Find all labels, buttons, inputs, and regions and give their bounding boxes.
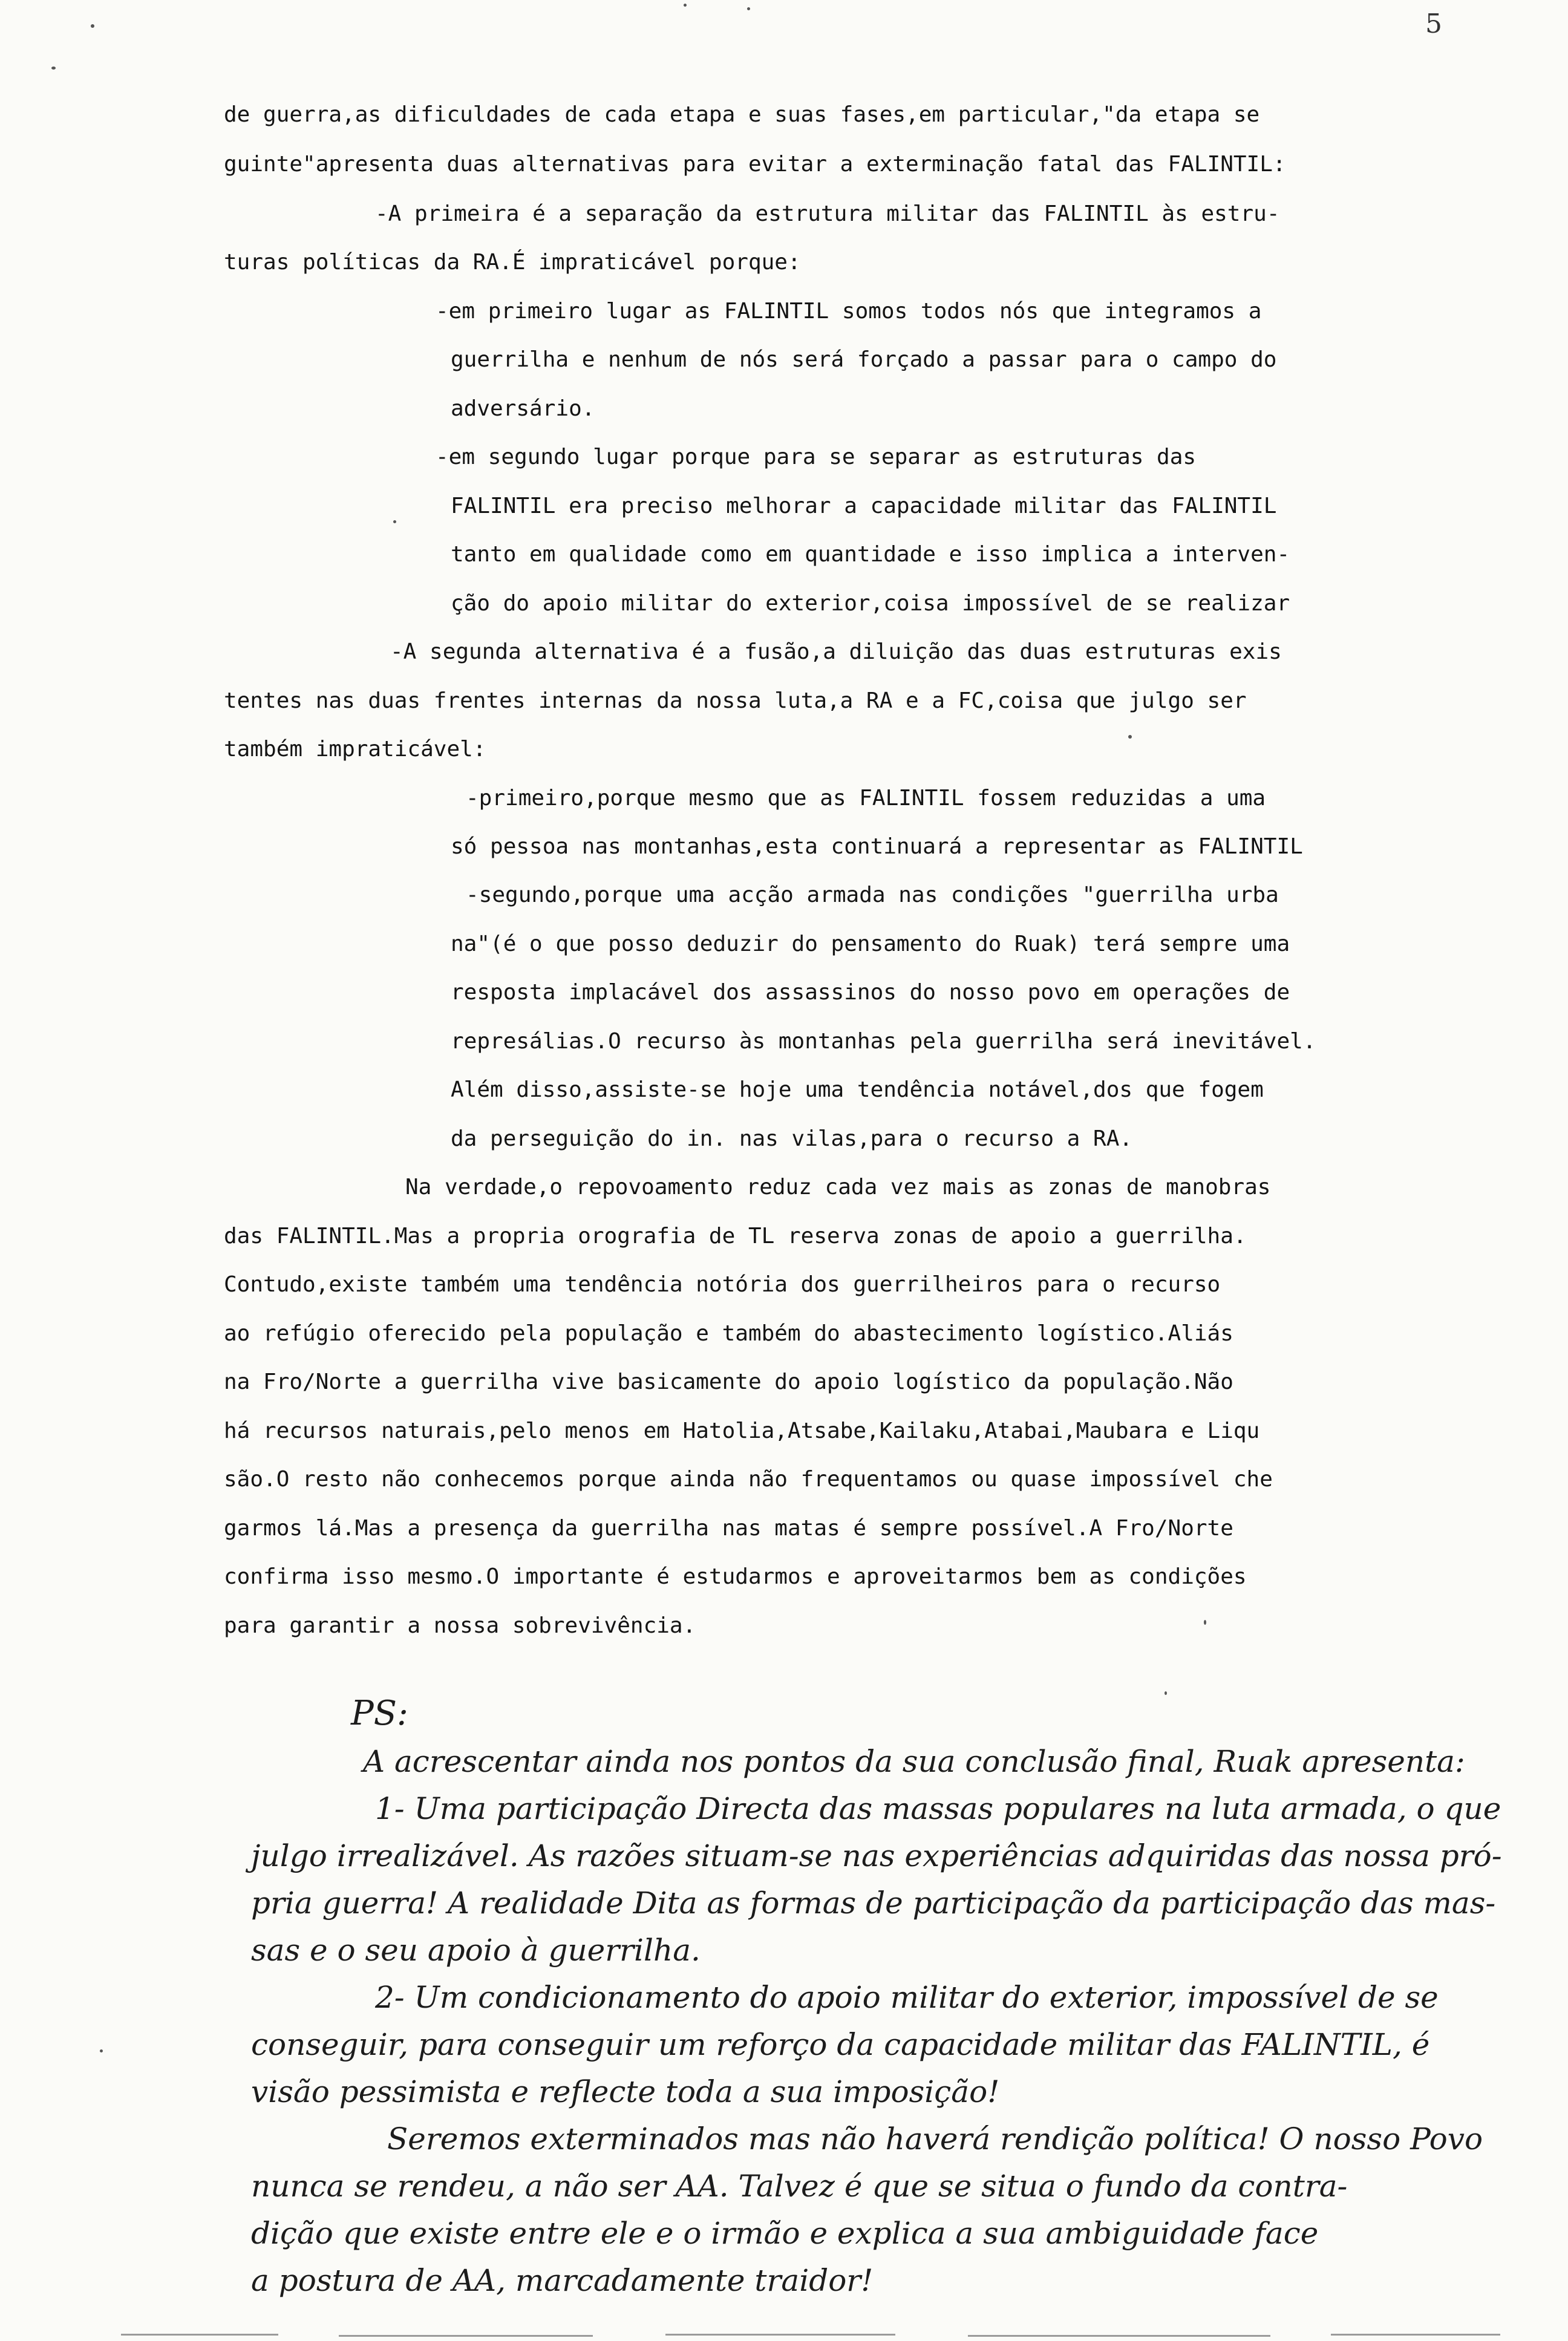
- handwritten-line: visão pessimista e reflecte toda a sua imposição!: [251, 2074, 1000, 2109]
- typed-line: FALINTIL era preciso melhorar a capacidade militar das FALINTIL: [451, 494, 1277, 518]
- typed-line: tentes nas duas frentes internas da nossa luta,a RA e a FC,coisa que julgo ser: [224, 688, 1247, 713]
- typed-line: também impraticável:: [224, 737, 486, 762]
- handwritten-line: dição que existe entre ele e o irmão e explica a sua ambiguidade face: [251, 2216, 1319, 2251]
- scan-edge: [339, 2335, 593, 2337]
- scan-speck: [100, 2049, 103, 2052]
- typed-line: na Fro/Norte a guerrilha vive basicamente do apoio logístico da população.Não: [224, 1370, 1233, 1394]
- scan-speck: [91, 24, 94, 28]
- typed-line: guinte"apresenta duas alternativas para evitar a exterminação fatal das FALINTIL:: [224, 152, 1286, 177]
- postscript-label: PS:: [351, 1694, 408, 1733]
- typed-line: há recursos naturais,pelo menos em Hatolia,Atsabe,Kailaku,Atabai,Maubara e Liqu: [224, 1419, 1260, 1443]
- typed-line: ao refúgio oferecido pela população e também do abastecimento logístico.Aliás: [224, 1321, 1233, 1346]
- typed-line: só pessoa nas montanhas,esta continuará a representar as FALINTIL: [451, 834, 1303, 859]
- typed-line: garmos lá.Mas a presença da guerrilha nas matas é sempre possível.A Fro/Norte: [224, 1516, 1233, 1541]
- typed-line: turas políticas da RA.É impraticável porque:: [224, 250, 801, 275]
- typed-line: guerrilha e nenhum de nós será forçado a passar para o campo do: [451, 347, 1277, 372]
- scan-speck: [747, 7, 750, 10]
- handwritten-line: 2- Um condicionamento do apoio militar do exterior, impossível de se: [375, 1980, 1439, 2015]
- scan-speck: [393, 520, 396, 523]
- typed-line: -A segunda alternativa é a fusão,a diluição das duas estruturas exis: [390, 639, 1282, 664]
- typed-line: -primeiro,porque mesmo que as FALINTIL fossem reduzidas a uma: [466, 786, 1266, 811]
- typed-line: -em segundo lugar porque para se separar as estruturas das: [436, 445, 1197, 469]
- handwritten-line: A acrescentar ainda nos pontos da sua conclusão final, Ruak apresenta:: [363, 1744, 1465, 1779]
- typed-line: de guerra,as dificuldades de cada etapa e suas fases,em particular,"da etapa se: [224, 102, 1260, 127]
- handwritten-line: julgo irrealizável. As razões situam-se nas experiências adquiridas das nossa pró-: [251, 1838, 1502, 1873]
- scan-speck: [51, 67, 56, 70]
- typed-line: das FALINTIL.Mas a propria orografia de TL reserva zonas de apoio a guerrilha.: [224, 1224, 1247, 1249]
- typed-line: Contudo,existe também uma tendência notória dos guerrilheiros para o recurso: [224, 1272, 1221, 1297]
- typed-line: -em primeiro lugar as FALINTIL somos todos nós que integramos a: [436, 299, 1262, 324]
- typed-line: represálias.O recurso às montanhas pela guerrilha será inevitável.: [451, 1029, 1316, 1054]
- handwritten-line: conseguir, para conseguir um reforço da capacidade militar das FALINTIL, é: [251, 2027, 1430, 2062]
- typed-line: são.O resto não conhecemos porque ainda não frequentamos ou quase impossível che: [224, 1467, 1273, 1492]
- typed-line: adversário.: [451, 396, 595, 421]
- typed-line: -A primeira é a separação da estrutura militar das FALINTIL às estru-: [375, 201, 1280, 226]
- handwritten-line: nunca se rendeu, a não ser AA. Talvez é que se situa o fundo da contra-: [251, 2169, 1348, 2204]
- handwritten-line: Seremos exterminados mas não haverá rendição política! O nosso Povo: [387, 2121, 1483, 2157]
- typed-line: para garantir a nossa sobrevivência.: [224, 1613, 696, 1638]
- handwritten-line: pria guerra! A realidade Dita as formas de participação da participação das mas-: [251, 1886, 1496, 1921]
- typed-line: da perseguição do in. nas vilas,para o recurso a RA.: [451, 1126, 1133, 1151]
- scan-edge: [1331, 2334, 1500, 2336]
- typed-line: ção do apoio militar do exterior,coisa impossível de se realizar: [451, 591, 1290, 616]
- handwritten-line: sas e o seu apoio à guerrilha.: [251, 1933, 701, 1968]
- scan-speck: [1165, 1691, 1167, 1695]
- scan-speck: [1128, 735, 1132, 739]
- handwritten-line: a postura de AA, marcadamente traidor!: [251, 2263, 874, 2298]
- typed-line: Além disso,assiste-se hoje uma tendência notável,dos que fogem: [451, 1077, 1264, 1102]
- typed-line: na"(é o que posso deduzir do pensamento do Ruak) terá sempre uma: [451, 932, 1290, 956]
- scan-edge: [121, 2334, 278, 2336]
- typed-line: resposta implacável dos assassinos do nosso povo em operações de: [451, 980, 1290, 1005]
- scan-speck: [684, 4, 687, 7]
- scan-speck: [1204, 1620, 1206, 1625]
- scan-edge: [665, 2334, 895, 2336]
- typed-line: confirma isso mesmo.O importante é estudarmos e aproveitarmos bem as condições: [224, 1564, 1247, 1589]
- handwritten-line: 1- Uma participação Directa das massas populares na luta armada, o que: [375, 1791, 1501, 1826]
- typed-line: -segundo,porque uma acção armada nas condições "guerrilha urba: [466, 883, 1279, 907]
- typed-line: tanto em qualidade como em quantidade e isso implica a interven-: [451, 542, 1290, 567]
- typed-line: Na verdade,o repovoamento reduz cada vez mais as zonas de manobras: [405, 1175, 1271, 1200]
- scan-edge: [968, 2335, 1270, 2337]
- page-number: 5: [1425, 8, 1442, 39]
